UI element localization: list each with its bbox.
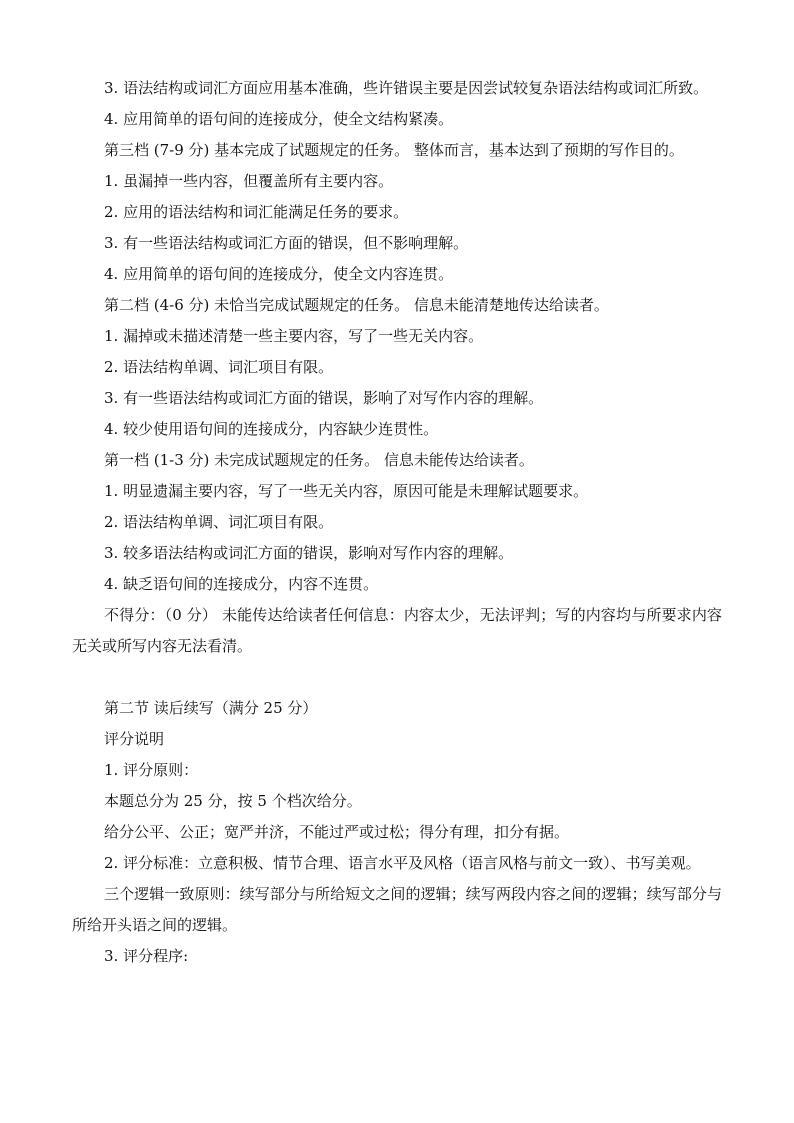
paragraph: 2. 语法结构单调、词汇项目有限。 [104,358,334,376]
paragraph: 1. 评分原则： [104,761,199,779]
paragraph: 第三档 (7-9 分) 基本完成了试题规定的任务。 整体而言，基本达到了预期的写作目的。 [104,141,684,159]
paragraph: 4. 缺乏语句间的连接成分，内容不连贯。 [104,575,379,593]
paragraph: 4. 较少使用语句间的连接成分，内容缺少连贯性。 [104,420,439,438]
paragraph: 给分公平、公正；宽严并济，不能过严或过松；得分有理，扣分有据。 [104,823,570,841]
paragraph: 第一档 (1-3 分) 未完成试题规定的任务。 信息未能传达给读者。 [104,451,534,469]
paragraph: 评分说明 [104,730,165,748]
paragraph: 3. 语法结构或词汇方面应用基本准确，些许错误主要是因尝试较复杂语法结构或词汇所致。 [104,79,709,97]
paragraph: 1. 漏掉或未描述清楚一些主要内容，写了一些无关内容。 [104,327,484,345]
section-spacer [72,662,722,693]
paragraph: 4. 应用简单的语句间的连接成分，使全文内容连贯。 [104,265,454,283]
paragraph: 3. 评分程序: [104,947,189,965]
paragraph: 2. 应用的语法结构和词汇能满足任务的要求。 [104,203,409,221]
paragraph: 2. 语法结构单调、词汇项目有限。 [104,513,334,531]
paragraph: 本题总分为 25 分，按 5 个档次给分。 [104,792,362,810]
paragraph: 1. 虽漏掉一些内容，但覆盖所有主要内容。 [104,172,394,190]
paragraph: 1. 明显遗漏主要内容，写了一些无关内容，原因可能是未理解试题要求。 [104,482,589,500]
section-title: 第二节 读后续写（满分 25 分） [104,699,318,717]
paragraph: 第二档 (4-6 分) 未恰当完成试题规定的任务。 信息未能清楚地传达给读者。 [104,296,609,314]
paragraph: 三个逻辑一致原则：续写部分与所给短文之间的逻辑；续写两段内容之间的逻辑；续写部分与所给开头语之间的逻辑。 [72,885,722,934]
paragraph: 3. 较多语法结构或词汇方面的错误，影响对写作内容的理解。 [104,544,514,562]
paragraph: 3. 有一些语法结构或词汇方面的错误，影响了对写作内容的理解。 [104,389,544,407]
paragraph: 4. 应用简单的语句间的连接成分，使全文结构紧凑。 [104,110,454,128]
paragraph: 3. 有一些语法结构或词汇方面的错误，但不影响理解。 [104,234,469,252]
paragraph: 不得分：（0 分） 未能传达给读者任何信息：内容太少，无法评判；写的内容均与所要求内容 无关或所写内容无法看清。 [72,606,722,655]
paragraph: 2. 评分标准：立意积极、情节合理、语言水平及风格（语言风格与前文一致）、书写美观。 [104,854,701,872]
